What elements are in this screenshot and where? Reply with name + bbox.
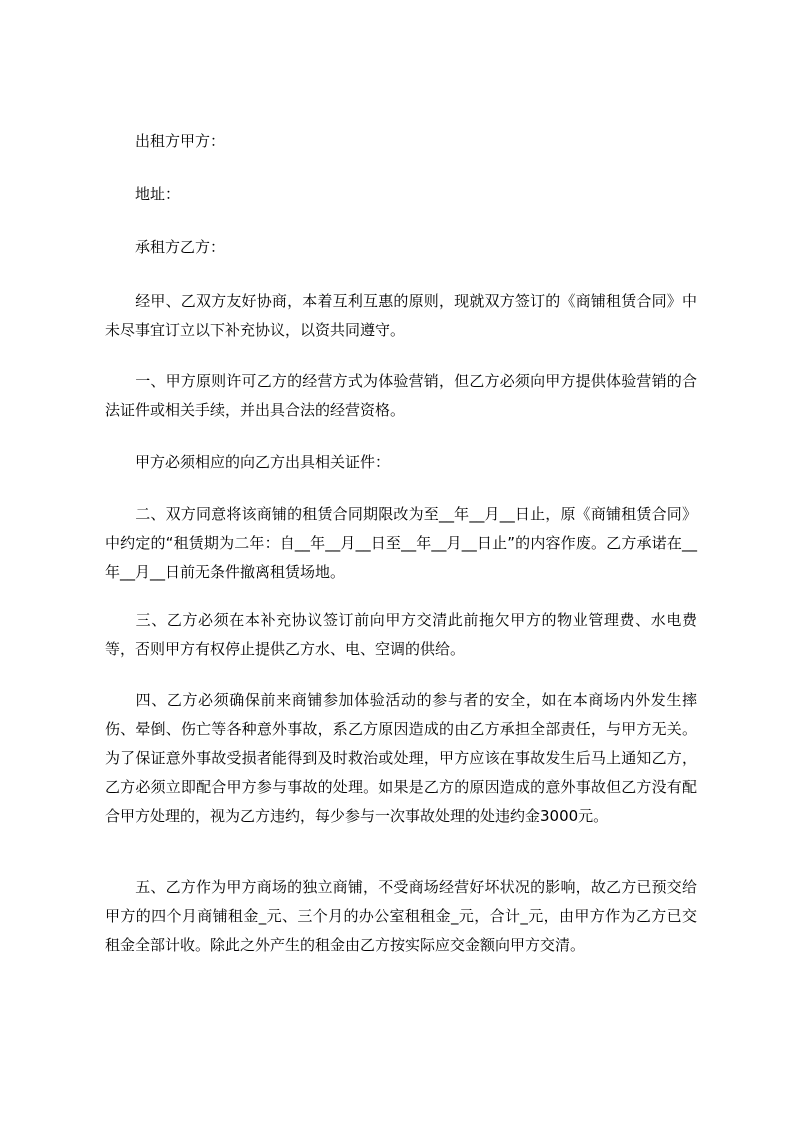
address-label: 地址： <box>135 185 181 203</box>
clause-3-paragraph: 三、乙方必须在本补充协议签订前向甲方交清此前拖欠甲方的物业管理费、水电费等，否则甲方有权停止提供乙方水、电、空调的供给。 <box>105 611 697 658</box>
lessor-label: 出租方甲方： <box>135 132 226 150</box>
lessee-label: 承租方乙方： <box>135 238 226 256</box>
clause-2-paragraph: 二、双方同意将该商铺的租赁合同期限改为至__年__月__日止，原《商铺租赁合同》中约定的“租赁期为二年：自__年__月__日至__年__月__日止”的内容作废。乙方承诺在__年__月__日前无条件撤离租赁场地。 <box>105 505 697 581</box>
clause-1-note: 甲方必须相应的向乙方出具相关证件： <box>135 453 391 471</box>
clause-5-paragraph: 五、乙方作为甲方商场的独立商铺，不受商场经营好坏状况的影响，故乙方已预交给甲方的四个月商铺租金_元、三个月的办公室租租金_元，合计_元，由甲方作为乙方已交租金全部计收。除此之外产生的租金由乙方按实际应交金额向甲方交清。 <box>105 878 697 954</box>
clause-4-paragraph: 四、乙方必须确保前来商铺参加体验活动的参与者的安全，如在本商场内外发生摔伤、晕倒、伤亡等各种意外事故，系乙方原因造成的由乙方承担全部责任，与甲方无关。为了保证意外事故受损者能得到及时救治或处理，甲方应该在事故发生后马上通知乙方，乙方必须立即配合甲方参与事故的处理。如果是乙方的原因造成的意外事故但乙方没有配合甲方处理的，视为乙方违约，每少参与一次事故处理的处违约金3000元。 <box>105 691 697 825</box>
intro-paragraph: 经甲、乙双方友好协商，本着互利互惠的原则，现就双方签订的《商铺租赁合同》中未尽事宜订立以下补充协议，以资共同遵守。 <box>105 292 697 339</box>
clause-1-paragraph: 一、甲方原则许可乙方的经营方式为体验营销，但乙方必须向甲方提供体验营销的合法证件或相关手续，并出具合法的经营资格。 <box>105 372 697 419</box>
